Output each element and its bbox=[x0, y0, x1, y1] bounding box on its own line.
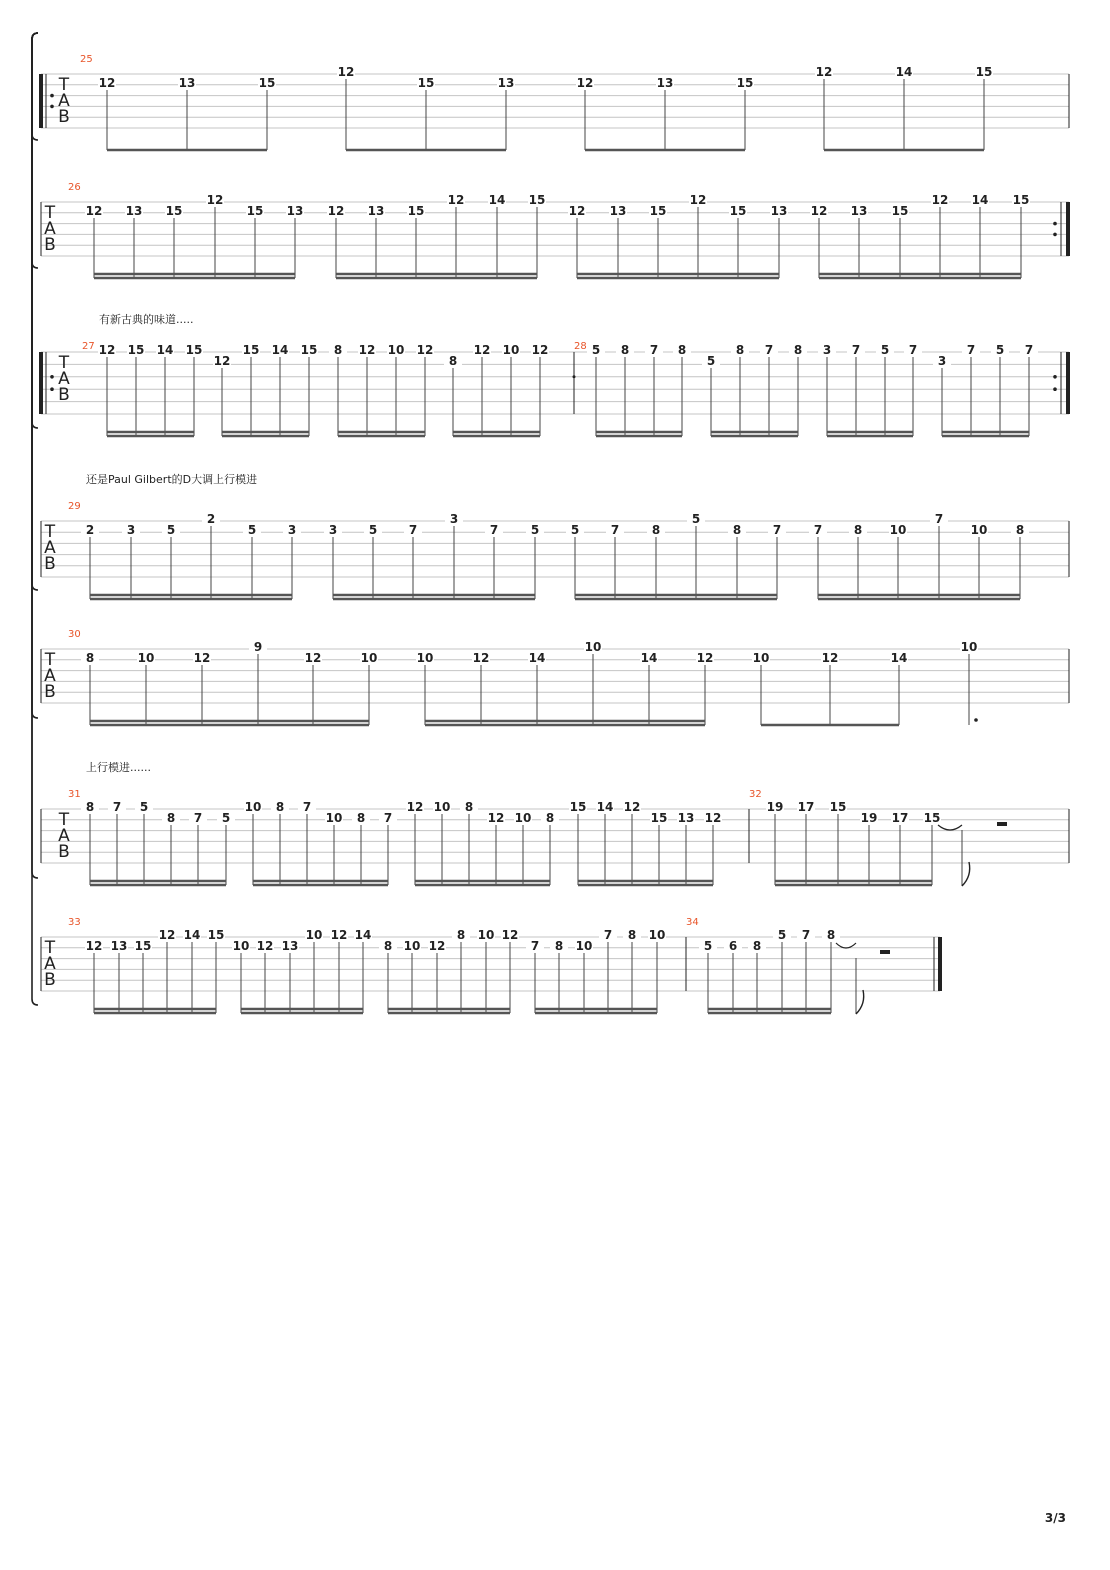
fret-number: 5 bbox=[139, 800, 149, 814]
fret-number: 8 bbox=[793, 343, 803, 357]
fret-number: 8 bbox=[677, 343, 687, 357]
fret-number: 10 bbox=[752, 651, 770, 665]
fret-number: 13 bbox=[110, 939, 128, 953]
fret-number: 10 bbox=[305, 928, 323, 942]
fret-number: 14 bbox=[640, 651, 658, 665]
tab-clef-letter: T bbox=[44, 938, 56, 958]
fret-number: 8 bbox=[356, 811, 366, 825]
fret-number: 14 bbox=[354, 928, 372, 942]
tab-clef-letter: B bbox=[58, 107, 70, 127]
fret-number: 7 bbox=[112, 800, 122, 814]
tab-clef-letter: B bbox=[44, 682, 56, 702]
repeat-dot bbox=[50, 105, 54, 109]
fret-number: 12 bbox=[406, 800, 424, 814]
fret-number: 8 bbox=[333, 343, 343, 357]
fret-number: 13 bbox=[125, 204, 143, 218]
fret-number: 12 bbox=[330, 928, 348, 942]
final-thick-bar bbox=[938, 937, 942, 991]
fret-number: 13 bbox=[178, 76, 196, 90]
fret-number: 12 bbox=[576, 76, 594, 90]
fret-number: 17 bbox=[797, 800, 815, 814]
fret-number: 5 bbox=[706, 354, 716, 368]
fret-number: 15 bbox=[417, 76, 435, 90]
fret-number: 12 bbox=[487, 811, 505, 825]
fret-number: 13 bbox=[367, 204, 385, 218]
fret-number: 12 bbox=[623, 800, 641, 814]
annotation-text: 上行模进...... bbox=[86, 761, 151, 774]
fret-number: 7 bbox=[489, 523, 499, 537]
fret-number: 13 bbox=[770, 204, 788, 218]
system-bracket bbox=[32, 33, 38, 878]
fret-number: 5 bbox=[591, 343, 601, 357]
fret-number: 2 bbox=[206, 512, 216, 526]
fret-number: 7 bbox=[408, 523, 418, 537]
system-bracket bbox=[32, 33, 38, 1005]
fret-number: 7 bbox=[302, 800, 312, 814]
fret-number: 15 bbox=[569, 800, 587, 814]
fret-number: 7 bbox=[851, 343, 861, 357]
fret-number: 13 bbox=[677, 811, 695, 825]
fret-number: 15 bbox=[729, 204, 747, 218]
fret-number: 13 bbox=[609, 204, 627, 218]
fret-number: 10 bbox=[514, 811, 532, 825]
system-bracket bbox=[32, 33, 38, 428]
fret-number: 8 bbox=[651, 523, 661, 537]
measure-number: 28 bbox=[574, 341, 587, 352]
flag bbox=[856, 990, 864, 1014]
fret-number: 12 bbox=[98, 343, 116, 357]
fret-number: 6 bbox=[728, 939, 738, 953]
half-rest bbox=[997, 822, 1007, 826]
fret-number: 10 bbox=[403, 939, 421, 953]
fret-number: 15 bbox=[207, 928, 225, 942]
fret-number: 14 bbox=[183, 928, 201, 942]
fret-number: 5 bbox=[368, 523, 378, 537]
tab-clef-letter: A bbox=[44, 666, 56, 686]
fret-number: 3 bbox=[822, 343, 832, 357]
fret-number: 14 bbox=[488, 193, 506, 207]
fret-number: 15 bbox=[736, 76, 754, 90]
fret-number: 15 bbox=[891, 204, 909, 218]
repeat-dot bbox=[1053, 375, 1057, 379]
fret-number: 5 bbox=[247, 523, 257, 537]
page-number: 3/3 bbox=[1044, 1511, 1066, 1525]
tab-clef-letter: A bbox=[58, 369, 70, 389]
tab-clef-letter: T bbox=[44, 203, 56, 223]
fret-number: 9 bbox=[253, 640, 263, 654]
measure-number: 33 bbox=[68, 917, 81, 928]
fret-number: 15 bbox=[975, 65, 993, 79]
fret-number: 12 bbox=[327, 204, 345, 218]
measure-number: 26 bbox=[68, 182, 81, 193]
tab-clef-letter: T bbox=[44, 522, 56, 542]
fret-number: 3 bbox=[287, 523, 297, 537]
tie-arc bbox=[938, 825, 962, 830]
fret-number: 8 bbox=[732, 523, 742, 537]
measure-number: 32 bbox=[749, 789, 762, 800]
fret-number: 10 bbox=[584, 640, 602, 654]
fret-number: 10 bbox=[137, 651, 155, 665]
fret-number: 12 bbox=[158, 928, 176, 942]
tab-clef-letter: B bbox=[58, 842, 70, 862]
tab-clef-letter: A bbox=[44, 219, 56, 239]
fret-number: 8 bbox=[275, 800, 285, 814]
fret-number: 8 bbox=[464, 800, 474, 814]
fret-number: 8 bbox=[383, 939, 393, 953]
fret-number: 8 bbox=[456, 928, 466, 942]
fret-number: 14 bbox=[271, 343, 289, 357]
repeat-end-thick-bar bbox=[1066, 202, 1070, 256]
fret-number: 13 bbox=[656, 76, 674, 90]
fret-number: 15 bbox=[185, 343, 203, 357]
tab-clef-letter: B bbox=[44, 235, 56, 255]
fret-number: 3 bbox=[328, 523, 338, 537]
fret-number: 15 bbox=[650, 811, 668, 825]
fret-number: 15 bbox=[407, 204, 425, 218]
fret-number: 3 bbox=[449, 512, 459, 526]
system-bracket bbox=[32, 33, 38, 590]
fret-number: 12 bbox=[815, 65, 833, 79]
repeat-end-thick-bar bbox=[1066, 352, 1070, 414]
fret-number: 7 bbox=[603, 928, 613, 942]
fret-number: 7 bbox=[908, 343, 918, 357]
fret-number: 12 bbox=[85, 939, 103, 953]
measure-number: 29 bbox=[68, 501, 81, 512]
fret-number: 10 bbox=[360, 651, 378, 665]
fret-number: 12 bbox=[416, 343, 434, 357]
fret-number: 2 bbox=[85, 523, 95, 537]
fret-number: 7 bbox=[966, 343, 976, 357]
fret-number: 5 bbox=[570, 523, 580, 537]
fret-number: 5 bbox=[703, 939, 713, 953]
annotation-text: 有新古典的味道..... bbox=[99, 313, 194, 326]
fret-number: 12 bbox=[473, 343, 491, 357]
fret-number: 10 bbox=[325, 811, 343, 825]
fret-number: 8 bbox=[1015, 523, 1025, 537]
fret-number: 19 bbox=[766, 800, 784, 814]
tab-clef-letter: A bbox=[44, 538, 56, 558]
repeat-start-thick-bar bbox=[39, 74, 43, 128]
fret-number: 10 bbox=[960, 640, 978, 654]
fret-number: 8 bbox=[752, 939, 762, 953]
fret-number: 7 bbox=[383, 811, 393, 825]
fret-number: 8 bbox=[735, 343, 745, 357]
fret-number: 5 bbox=[880, 343, 890, 357]
fret-number: 3 bbox=[126, 523, 136, 537]
fret-number: 5 bbox=[995, 343, 1005, 357]
fret-number: 15 bbox=[649, 204, 667, 218]
repeat-dot bbox=[1053, 233, 1057, 237]
fret-number: 3 bbox=[937, 354, 947, 368]
fret-number: 12 bbox=[472, 651, 490, 665]
annotation-text: 还是Paul Gilbert的D大调上行模进 bbox=[86, 473, 258, 486]
fret-number: 12 bbox=[447, 193, 465, 207]
fret-number: 14 bbox=[156, 343, 174, 357]
fret-number: 14 bbox=[528, 651, 546, 665]
fret-number: 15 bbox=[528, 193, 546, 207]
fret-number: 12 bbox=[256, 939, 274, 953]
fret-number: 10 bbox=[648, 928, 666, 942]
fret-number: 12 bbox=[689, 193, 707, 207]
fret-number: 7 bbox=[649, 343, 659, 357]
fret-number: 15 bbox=[923, 811, 941, 825]
tab-system-1 bbox=[32, 33, 1069, 150]
fret-number: 7 bbox=[764, 343, 774, 357]
fret-number: 15 bbox=[134, 939, 152, 953]
flag bbox=[962, 862, 970, 886]
fret-number: 12 bbox=[213, 354, 231, 368]
fret-number: 12 bbox=[337, 65, 355, 79]
tab-system-6 bbox=[32, 33, 1069, 886]
fret-number: 12 bbox=[531, 343, 549, 357]
fret-number: 10 bbox=[232, 939, 250, 953]
fret-number: 5 bbox=[691, 512, 701, 526]
fret-number: 10 bbox=[387, 343, 405, 357]
fret-number: 12 bbox=[501, 928, 519, 942]
fret-number: 19 bbox=[860, 811, 878, 825]
fret-number: 8 bbox=[545, 811, 555, 825]
fret-number: 14 bbox=[596, 800, 614, 814]
tab-clef-letter: T bbox=[58, 810, 70, 830]
tab-clef-letter: B bbox=[58, 385, 70, 405]
fret-number: 15 bbox=[246, 204, 264, 218]
fret-number: 12 bbox=[193, 651, 211, 665]
fret-number: 15 bbox=[829, 800, 847, 814]
fret-number: 13 bbox=[281, 939, 299, 953]
repeat-dot bbox=[50, 375, 54, 379]
measure-number: 34 bbox=[686, 917, 699, 928]
half-rest bbox=[880, 950, 890, 954]
fret-number: 14 bbox=[971, 193, 989, 207]
tie-arc bbox=[836, 943, 856, 948]
fret-number: 14 bbox=[890, 651, 908, 665]
fret-number: 12 bbox=[810, 204, 828, 218]
fret-number: 8 bbox=[85, 651, 95, 665]
fret-number: 12 bbox=[704, 811, 722, 825]
fret-number: 12 bbox=[568, 204, 586, 218]
fret-number: 13 bbox=[286, 204, 304, 218]
measure-number: 25 bbox=[80, 54, 93, 65]
fret-number: 14 bbox=[895, 65, 913, 79]
fret-number: 15 bbox=[1012, 193, 1030, 207]
fret-number: 7 bbox=[813, 523, 823, 537]
system-bracket bbox=[32, 33, 38, 268]
tab-clef-letter: T bbox=[58, 353, 70, 373]
fret-number: 7 bbox=[772, 523, 782, 537]
measure-number: 27 bbox=[82, 341, 95, 352]
fret-number: 8 bbox=[620, 343, 630, 357]
fret-number: 15 bbox=[300, 343, 318, 357]
fret-number: 7 bbox=[193, 811, 203, 825]
fret-number: 17 bbox=[891, 811, 909, 825]
fret-number: 12 bbox=[206, 193, 224, 207]
fret-number: 15 bbox=[127, 343, 145, 357]
fret-number: 8 bbox=[85, 800, 95, 814]
fret-number: 5 bbox=[530, 523, 540, 537]
fret-number: 10 bbox=[970, 523, 988, 537]
fret-number: 15 bbox=[258, 76, 276, 90]
fret-number: 7 bbox=[530, 939, 540, 953]
fret-number: 15 bbox=[165, 204, 183, 218]
tab-clef-letter: A bbox=[44, 954, 56, 974]
fret-number: 7 bbox=[610, 523, 620, 537]
system-bracket bbox=[32, 33, 38, 140]
fret-number: 10 bbox=[433, 800, 451, 814]
tab-clef-letter: T bbox=[58, 75, 70, 95]
fret-number: 8 bbox=[166, 811, 176, 825]
fret-number: 10 bbox=[416, 651, 434, 665]
fret-number: 12 bbox=[428, 939, 446, 953]
fret-number: 8 bbox=[627, 928, 637, 942]
fret-number: 15 bbox=[242, 343, 260, 357]
fret-number: 12 bbox=[85, 204, 103, 218]
fret-number: 8 bbox=[448, 354, 458, 368]
fret-number: 8 bbox=[826, 928, 836, 942]
fret-number: 8 bbox=[853, 523, 863, 537]
tab-clef-letter: A bbox=[58, 826, 70, 846]
repeat-dot bbox=[1053, 222, 1057, 226]
repeat-dot bbox=[1053, 387, 1057, 391]
fret-number: 10 bbox=[244, 800, 262, 814]
repeat-dot bbox=[50, 387, 54, 391]
fret-number: 10 bbox=[502, 343, 520, 357]
fret-number: 12 bbox=[821, 651, 839, 665]
repeat-start-thick-bar bbox=[39, 352, 43, 414]
fret-number: 13 bbox=[497, 76, 515, 90]
tab-system-2 bbox=[32, 33, 1070, 278]
fret-number: 7 bbox=[934, 512, 944, 526]
fret-number: 12 bbox=[304, 651, 322, 665]
fret-number: 5 bbox=[221, 811, 231, 825]
measure-number: 31 bbox=[68, 789, 81, 800]
fret-number: 10 bbox=[889, 523, 907, 537]
fret-number: 12 bbox=[98, 76, 116, 90]
fret-number: 8 bbox=[554, 939, 564, 953]
fret-number: 12 bbox=[696, 651, 714, 665]
tab-clef-letter: B bbox=[44, 970, 56, 990]
fret-number: 5 bbox=[166, 523, 176, 537]
fret-number: 12 bbox=[931, 193, 949, 207]
fret-number: 10 bbox=[575, 939, 593, 953]
augmentation-dot bbox=[974, 718, 978, 722]
fret-number: 7 bbox=[1024, 343, 1034, 357]
tab-clef-letter: B bbox=[44, 554, 56, 574]
measure-number: 30 bbox=[68, 629, 81, 640]
fret-number: 10 bbox=[477, 928, 495, 942]
repeat-dot bbox=[573, 375, 576, 378]
repeat-dot bbox=[50, 94, 54, 98]
tab-clef-letter: A bbox=[58, 91, 70, 111]
tab-clef-letter: T bbox=[44, 650, 56, 670]
fret-number: 5 bbox=[777, 928, 787, 942]
fret-number: 7 bbox=[801, 928, 811, 942]
fret-number: 12 bbox=[358, 343, 376, 357]
fret-number: 13 bbox=[850, 204, 868, 218]
